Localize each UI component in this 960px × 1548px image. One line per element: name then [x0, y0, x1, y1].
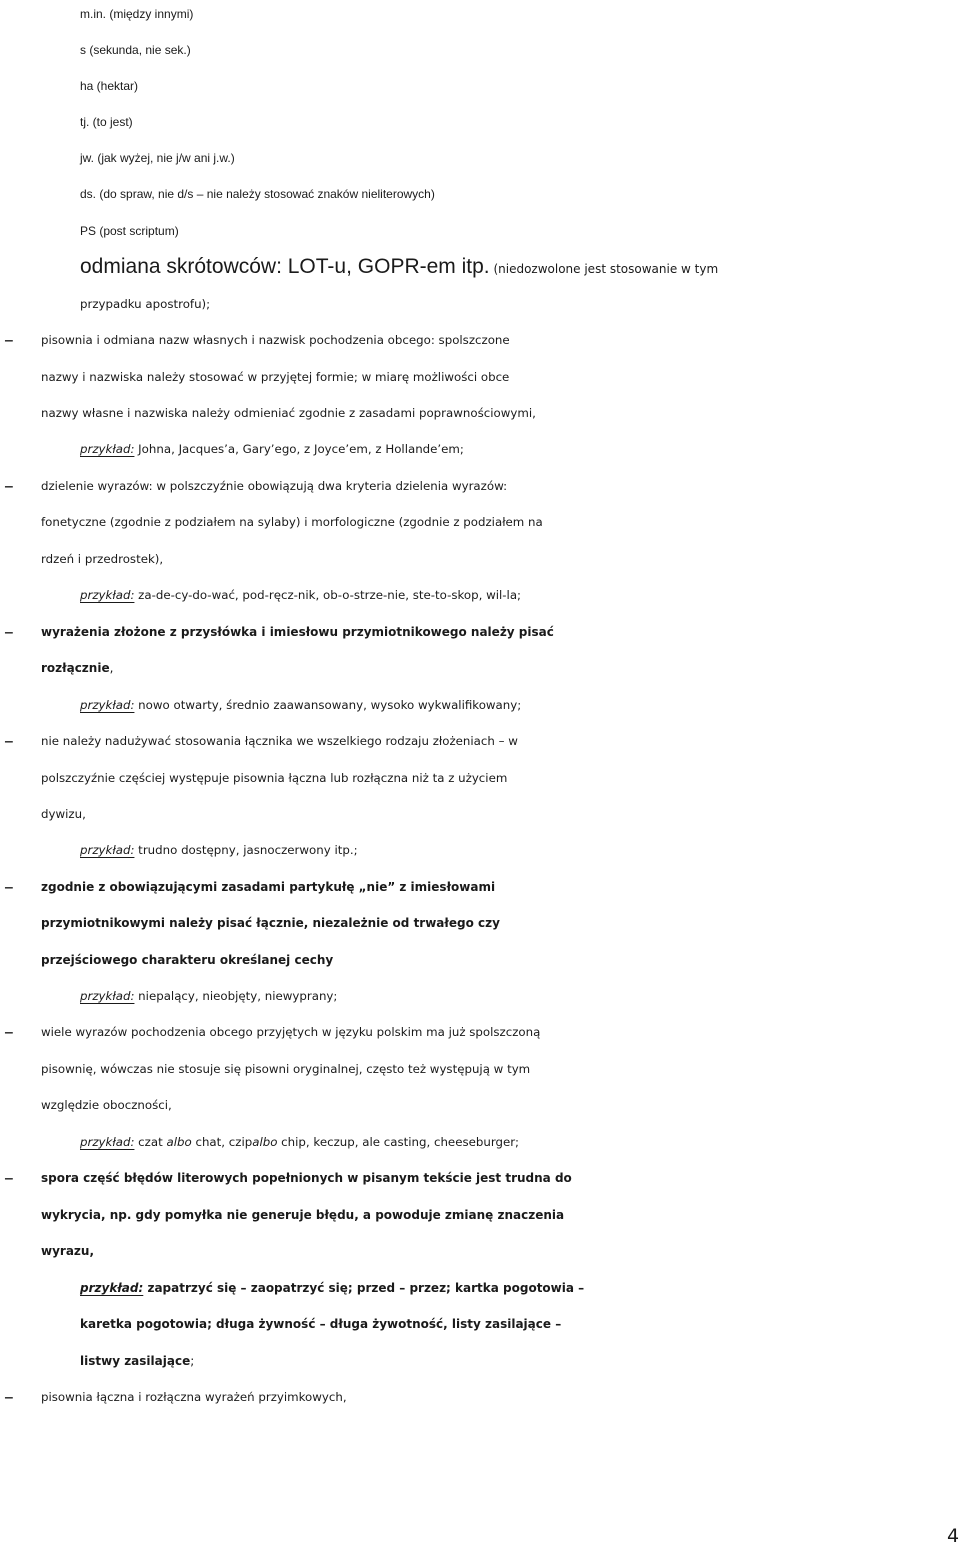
list-item-line: nazwy własne i nazwiska należy odmieniać zgodnie z zasadami poprawnościowymi,	[41, 406, 536, 420]
example-line	[80, 693, 960, 717]
abbrev-item: ds. (do spraw, nie d/s – nie należy stosować znaków nieliterowych)	[80, 187, 435, 201]
list-dash: –	[4, 875, 14, 898]
list-item-line: przejściowego charakteru określanej cechy	[41, 953, 334, 967]
list-item-line: dzielenie wyrazów: w polszczyźnie obowiązują dwa kryteria dzielenia wyrazów:	[41, 479, 508, 493]
abbrev-tail: (niedozwolone jest stosowanie w tym	[489, 262, 719, 276]
list-dash: –	[4, 729, 14, 752]
example-line: karetka pogotowia; długa żywność – długa żywotność, listy zasilające –	[80, 1317, 562, 1331]
list-item-line: wiele wyrazów pochodzenia obcego przyjętych w języku polskim ma już spolszczoną	[41, 1025, 541, 1039]
example-line	[80, 984, 960, 1008]
list-dash: –	[4, 1385, 14, 1408]
list-item-line: polszczyźnie częściej występuje pisownia łączna lub rozłączna niż ta z użyciem	[41, 771, 508, 785]
example-line	[80, 1130, 960, 1154]
abbrev-item: s (sekunda, nie sek.)	[80, 43, 191, 57]
example-text: trudno dostępny, jasnoczerwony itp.;	[134, 843, 358, 857]
bold-text: listwy zasilające	[80, 1354, 191, 1368]
example-text: czat	[134, 1135, 167, 1149]
example-line	[80, 1276, 960, 1300]
example-text: niepalący, nieobjęty, niewyprany;	[134, 989, 338, 1003]
example-label: przykład:	[80, 1135, 135, 1149]
example-label: przykład:	[80, 843, 135, 857]
list-item-line: fonetyczne (zgodnie z podziałem na sylaby) i morfologiczne (zgodnie z podziałem na	[41, 515, 543, 529]
list-item-line	[41, 656, 960, 680]
list-item-line: spora część błędów literowych popełnionych w pisanym tekście jest trudna do	[41, 1171, 572, 1185]
list-item-line: pisownia łączna i rozłączna wyrażeń przyimkowych,	[41, 1390, 347, 1404]
list-dash: –	[4, 1020, 14, 1043]
list-item-line: zgodnie z obowiązującymi zasadami partykułę „nie” z imiesłowami	[41, 880, 496, 894]
list-dash: –	[4, 474, 14, 497]
example-text: Johna, Jacques’a, Gary’ego, z Joyce’em, z Hollande’em;	[134, 442, 464, 456]
punct: ;	[190, 1354, 195, 1368]
list-dash: –	[4, 1166, 14, 1189]
page-number: 4	[947, 1525, 960, 1547]
example-label: przykład:	[80, 588, 135, 602]
list-item-line: wyrazu,	[41, 1244, 95, 1258]
list-item-line: wyrażenia złożone z przysłówka i imiesłowu przymiotnikowego należy pisać	[41, 625, 554, 639]
abbrev-item: m.in. (między innymi)	[80, 7, 194, 21]
punct: ,	[109, 661, 114, 675]
example-label: przykład:	[80, 989, 135, 1003]
list-item-line: przymiotnikowymi należy pisać łącznie, niezależnie od trwałego czy	[41, 916, 500, 930]
list-item-line: wykrycia, np. gdy pomyłka nie generuje błędu, a powoduje zmianę znaczenia	[41, 1208, 565, 1222]
list-item-line: pisownia i odmiana nazw własnych i nazwisk pochodzenia obcego: spolszczone	[41, 333, 510, 347]
example-line	[80, 838, 960, 862]
example-italic: albo	[252, 1135, 278, 1149]
list-item-line: dywizu,	[41, 807, 86, 821]
example-text: nowo otwarty, średnio zaawansowany, wysoko wykwalifikowany;	[134, 698, 522, 712]
example-italic: albo	[166, 1135, 192, 1149]
bold-text: rozłącznie	[41, 661, 110, 675]
example-line	[80, 437, 960, 461]
abbrev-item: jw. (jak wyżej, nie j/w ani j.w.)	[80, 151, 235, 165]
list-item-line: rdzeń i przedrostek),	[41, 552, 164, 566]
example-line	[80, 1349, 960, 1373]
example-text: chat, czip	[191, 1135, 253, 1149]
example-text: chip, keczup, ale casting, cheeseburger;	[277, 1135, 520, 1149]
example-label: przykład:	[80, 698, 135, 712]
list-item-line: pisownię, wówczas nie stosuje się pisowni oryginalnej, często też występują w tym	[41, 1062, 531, 1076]
list-item-line: nazwy i nazwiska należy stosować w przyjętej formie; w miarę możliwości obce	[41, 370, 510, 384]
abbrev-item: tj. (to jest)	[80, 115, 133, 129]
list-dash: –	[4, 328, 14, 351]
example-label: przykład:	[80, 442, 135, 456]
list-item-line: względzie oboczności,	[41, 1098, 172, 1112]
list-dash: –	[4, 620, 14, 643]
abbrev-item: PS (post scriptum)	[80, 224, 179, 238]
example-label: przykład:	[80, 1281, 144, 1295]
abbrev-item	[80, 255, 960, 281]
example-text: zapatrzyć się – zaopatrzyć się; przed – przez; kartka pogotowia –	[143, 1281, 585, 1295]
list-item-line: nie należy nadużywać stosowania łącznika we wszelkiego rodzaju złożeniach – w	[41, 734, 518, 748]
example-line	[80, 583, 960, 607]
abbrev-item: ha (hektar)	[80, 79, 139, 93]
abbrev-item-text: odmiana skrótowców: LOT-u, GOPR-em itp.	[80, 255, 490, 278]
example-text: za-de-cy-do-wać, pod-ręcz-nik, ob-o-strze-nie, ste-to-skop, wil-la;	[134, 588, 522, 602]
abbrev-tail-line: przypadku apostrofu);	[80, 297, 211, 311]
